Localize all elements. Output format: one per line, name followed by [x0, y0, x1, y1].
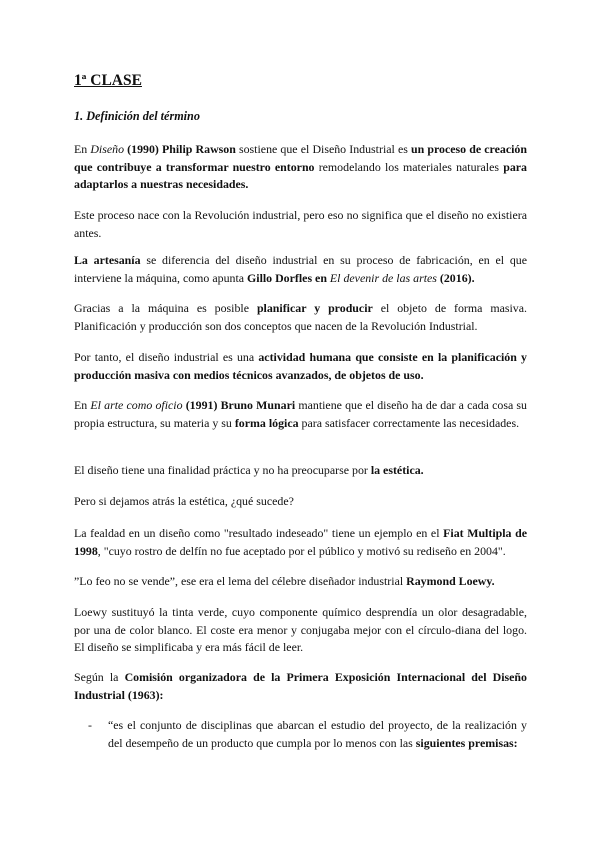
paragraph-loewy-lema: ”Lo feo no se vende”, ese era el lema del célebre diseñador industrial Raymond Loewy. — [74, 574, 495, 588]
list-item: “es el conjunto de disciplinas que abarcan el estudio del proyecto, de la realización y del desempeño de un producto que cumpla por lo menos con las siguientes premisas: — [108, 718, 527, 750]
paragraph-loewy-tinta: Loewy sustituyó la tinta verde, cuyo componente químico desprendía un olor desagradable, por una de color blanco. El coste era menor y conjugaba mejor con el círculo-diana del logo. El diseño se simplificaba y era más fácil de leer. — [74, 605, 527, 655]
paragraph-definicion: Por tanto, el diseño industrial es una actividad humana que consiste en la planificación y producción masiva con medios técnicos avanzados, de objetos de uso. — [74, 350, 527, 382]
list-bullet: - — [88, 718, 92, 732]
page-title: 1ª CLASE — [74, 72, 142, 89]
paragraph-maquina: Gracias a la máquina es posible planificar y producir el objeto de forma masiva. Planificación y producción son dos conceptos que nacen de la Revolución Industrial. — [74, 301, 527, 333]
paragraph-artesania: La artesanía se diferencia del diseño industrial en su proceso de fabricación, en el que interviene la máquina, como apunta Gillo Dorfles en El devenir de las artes (2016). — [74, 253, 528, 285]
paragraph-pregunta: Pero si dejamos atrás la estética, ¿qué sucede? — [74, 494, 294, 508]
paragraph-rawson: En Diseño (1990) Philip Rawson sostiene que el Diseño Industrial es un proceso de creación que contribuye a transformar nuestro entorno remodelando los materiales naturales para adaptarlos a nuestras necesidades. — [74, 142, 527, 192]
paragraph-finalidad: El diseño tiene una finalidad práctica y no ha preocuparse por la estética. — [74, 463, 424, 477]
paragraph-munari: En El arte como oficio (1991) Bruno Munari mantiene que el diseño ha de dar a cada cosa su propia estructura, su materia y su forma lógica para satisfacer correctamente las necesidades. — [74, 398, 527, 430]
section-heading: 1. Definición del término — [74, 109, 200, 123]
paragraph-revolucion: Este proceso nace con la Revolución industrial, pero eso no significa que el diseño no existiera antes. — [74, 208, 527, 240]
paragraph-comision: Según la Comisión organizadora de la Primera Exposición Internacional del Diseño Industrial (1963): — [74, 670, 527, 702]
paragraph-fiat: La fealdad en un diseño como "resultado indeseado" tiene un ejemplo en el Fiat Multipla de 1998, "cuyo rostro de delfín no fue aceptado por el público y motivó su rediseño en 2004". — [74, 526, 527, 558]
